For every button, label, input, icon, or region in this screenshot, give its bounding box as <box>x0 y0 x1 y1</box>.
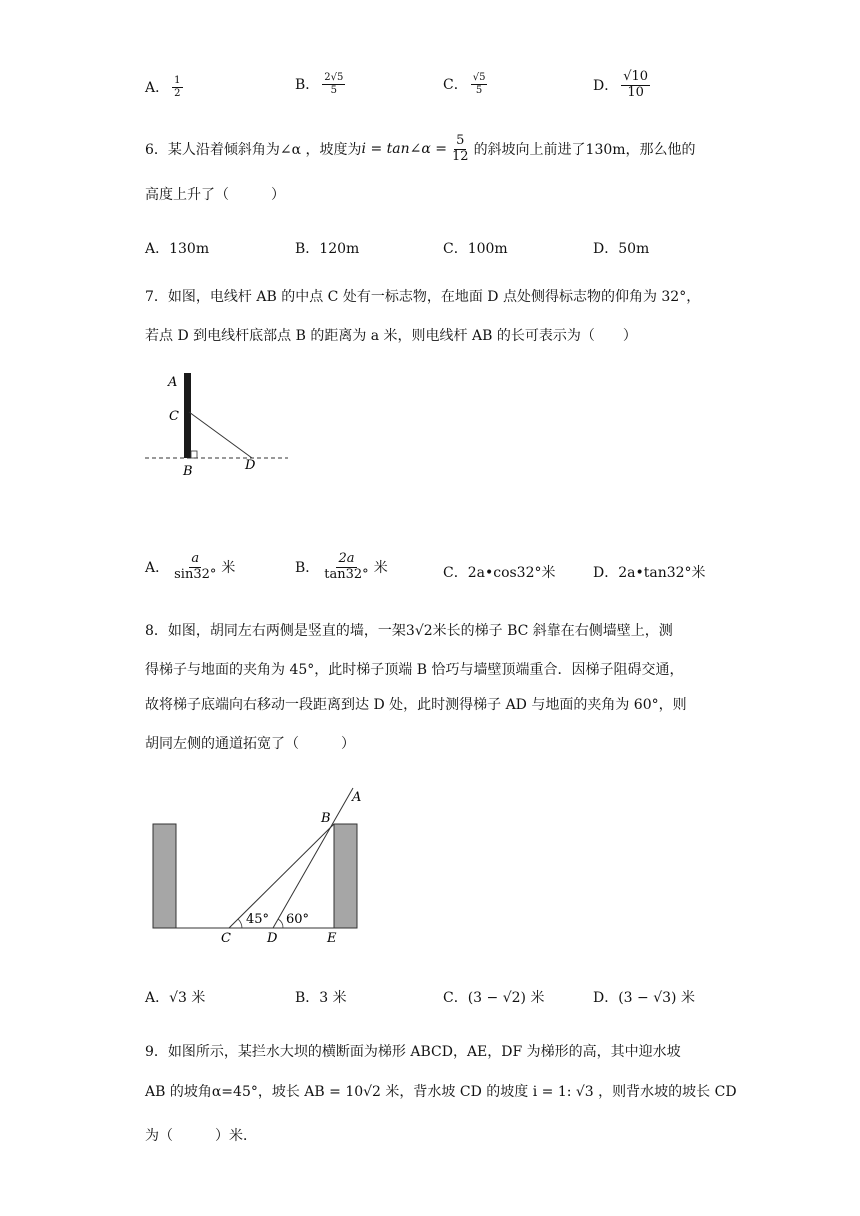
label-b: B <box>183 464 193 479</box>
fraction <box>322 72 345 96</box>
label-c: C <box>169 409 179 424</box>
label-c: C <box>221 931 231 946</box>
q6-line-2: 高度上升了（ ） <box>145 187 285 203</box>
q8-option-d: D．(3 − √3) 米 <box>593 990 695 1006</box>
option-label: C． <box>443 77 468 93</box>
fraction-denominator: 12 <box>452 148 469 164</box>
fraction-numerator: 2a <box>338 551 355 566</box>
angle-60-label: 60° <box>286 912 310 927</box>
q7-option-b <box>295 552 388 583</box>
q7-option-c: C．2a•cos32°米 <box>443 565 556 581</box>
fraction-denominator: tan32° <box>324 566 369 582</box>
q6-option-a: A．130m <box>145 241 210 257</box>
q9-line-2: AB 的坡角α=45°，坡长 AB = 10√2 米，背水坡 CD 的坡度 i = 1: √3 ，则背水坡的坡长 CD <box>145 1084 737 1100</box>
label-d: D <box>267 931 278 946</box>
fraction-denominator: 10 <box>627 84 644 100</box>
q6-option-d: D．50m <box>593 241 650 257</box>
option-label: A． <box>145 560 170 577</box>
option-label: A． <box>145 80 170 96</box>
q6-text-2: 的斜坡向上前进了130m，那么他的 <box>473 142 696 159</box>
pole <box>184 373 191 458</box>
angle-arc-45 <box>238 919 242 928</box>
fraction-numerator: √10 <box>623 69 649 84</box>
option-label: B． <box>295 77 320 93</box>
q8-option-b: B．3 米 <box>295 990 347 1006</box>
q9-line-1: 9．如图所示，某拦水大坝的横断面为梯形 ABCD，AE，DF 为梯形的高，其中迎水坡 <box>145 1044 681 1060</box>
sight-line <box>189 412 252 458</box>
q6-option-b: B．120m <box>295 241 360 257</box>
q8-figure <box>145 780 370 950</box>
fraction-numerator: 2√5 <box>324 72 344 83</box>
fraction <box>471 72 488 96</box>
q6-text-1: 6．某人沿着倾斜角为∠α ，坡度为 <box>145 142 362 159</box>
fraction-denominator: 5 <box>475 84 483 96</box>
label-a: A <box>168 375 178 390</box>
q8-line-4: 胡同左侧的通道拓宽了（ ） <box>145 736 355 752</box>
q8-option-a: A．√3 米 <box>145 990 206 1006</box>
right-angle-mark <box>191 451 197 458</box>
q5-option-b <box>295 72 348 96</box>
option-label: D． <box>593 78 619 95</box>
q5-option-d <box>593 70 653 101</box>
angle-45-label: 45° <box>246 912 270 927</box>
fraction-denominator: 2 <box>174 87 181 99</box>
q8-line-2: 得梯子与地面的夹角为 45°，此时梯子顶端 B 恰巧与墙壁顶端重合．因梯子阻碍交通， <box>145 662 684 678</box>
q6-line-1 <box>145 134 696 165</box>
q8-option-c: C．(3 − √2) 米 <box>443 990 545 1006</box>
unit: 米 <box>373 560 388 577</box>
q6-fraction <box>450 134 471 165</box>
q6-option-c: C．100m <box>443 241 508 257</box>
unit: 米 <box>221 560 236 577</box>
q7-option-a <box>145 552 235 583</box>
fraction-numerator: a <box>191 551 200 566</box>
q7-option-d: D．2a•tan32°米 <box>593 565 706 581</box>
q8-line-1: 8．如图，胡同左右两侧是竖直的墙，一架3√2米长的梯子 BC 斜靠在右侧墙壁上，测 <box>145 623 673 639</box>
fraction-numerator: 1 <box>174 75 181 86</box>
fraction <box>172 75 182 99</box>
q5-option-a <box>145 75 186 99</box>
fraction-numerator: √5 <box>472 72 486 83</box>
fraction <box>172 552 218 583</box>
label-a: A <box>352 790 362 805</box>
label-e: E <box>327 931 337 946</box>
q7-figure <box>140 365 300 485</box>
q5-option-c <box>443 72 490 96</box>
left-wall <box>153 824 176 928</box>
fraction-numerator: 5 <box>456 133 465 148</box>
fraction-denominator: 5 <box>330 84 338 96</box>
q7-line-1: 7．如图，电线杆 AB 的中点 C 处有一标志物，在地面 D 点处侧得标志物的仰角为 32°， <box>145 289 701 305</box>
label-d: D <box>245 458 256 473</box>
label-b: B <box>321 811 331 826</box>
fraction-denominator: sin32° <box>174 566 217 582</box>
right-wall <box>334 824 357 928</box>
q8-line-3: 故将梯子底端向右移动一段距离到达 D 处，此时测得梯子 AD 与地面的夹角为 60°，则 <box>145 697 687 713</box>
q9-line-3: 为（ ）米． <box>145 1128 257 1144</box>
angle-arc-60 <box>278 919 283 928</box>
q6-formula: i = tan∠α = <box>361 141 448 158</box>
option-label: B． <box>295 560 320 577</box>
fraction <box>322 552 370 583</box>
q7-line-2: 若点 D 到电线杆底部点 B 的距离为 a 米，则电线杆 AB 的长可表示为（ ） <box>145 328 637 344</box>
fraction <box>621 70 650 101</box>
